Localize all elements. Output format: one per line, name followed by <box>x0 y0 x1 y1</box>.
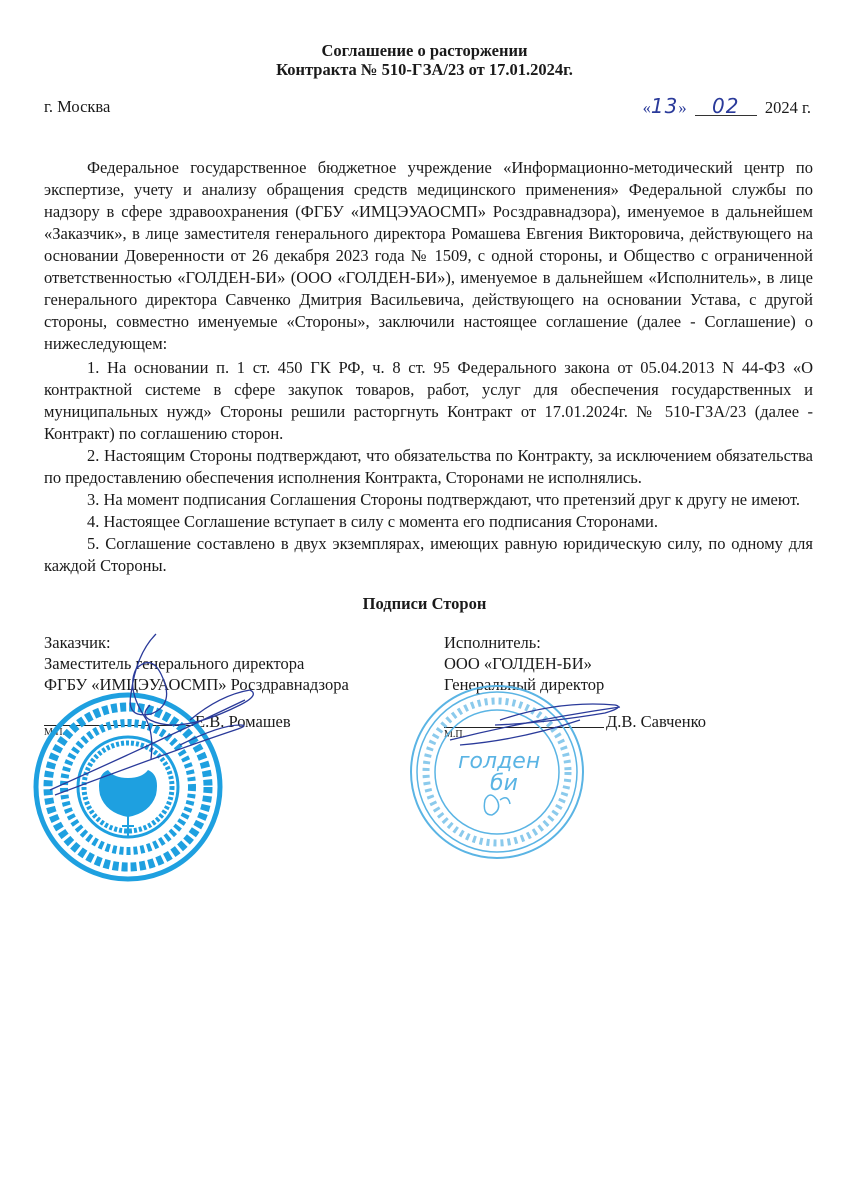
clause-item: 5. Соглашение составлено в двух экземплярах, имеющих равную юридическую силу, по одному для каждой Стороны. <box>44 534 813 575</box>
intro-section <box>44 157 813 355</box>
title-line-1: Соглашение о расторжении <box>321 41 528 60</box>
clause-item: 2. Настоящим Стороны подтверждают, что обязательства по Контракту, за исключением обязательства по предоставлению обеспечения исполнения Контракта, Сторонами не исполнялись. <box>44 446 813 487</box>
contractor-organization: ООО «ГОЛДЕН-БИ» <box>444 654 592 673</box>
date-year: 2024 г. <box>764 98 811 117</box>
customer-seal-mark: М.П. <box>44 727 66 738</box>
customer-organization: ФГБУ «ИМЦЭУАОСМП» Росздравнадзора <box>44 675 349 694</box>
date-day-handwritten: 13 <box>650 94 679 118</box>
customer-role: Заказчик: <box>44 633 111 652</box>
clause-item: 4. Настоящее Соглашение вступает в силу с момента его подписания Сторонами. <box>87 512 658 531</box>
contractor-position: Генеральный директор <box>444 675 605 694</box>
title-line-2: Контракта № 510-ГЗА/23 от 17.01.2024г. <box>276 60 573 79</box>
customer-signatory: Е.В. Ромашев <box>195 712 291 731</box>
contractor-signature <box>450 704 620 745</box>
contractor-stamp-logo-line1: голден <box>458 749 541 774</box>
contractor-seal-mark: М.П. <box>444 729 466 740</box>
date-close-quote: » <box>678 98 687 117</box>
coat-of-arms-icon <box>99 770 157 817</box>
city-label: г. Москва <box>44 97 111 116</box>
customer-block <box>44 632 349 695</box>
customer-signature-line <box>44 725 194 726</box>
clause-item: 1. На основании п. 1 ст. 450 ГК РФ, ч. 8 ст. 95 Федерального закона от 05.04.2013 N 44-ФЗ «О контрактной системе в сфере закупок товаров, работ, услуг для обеспечения государственных и муниципальных нужд» Стороны решили расторгнуть Контракт от 17.01.2024г. № 510-ГЗА/23 (далее - Контракт) по соглашению сторон. <box>44 358 813 443</box>
clause-item: 3. На момент подписания Соглашения Стороны подтверждают, что претензий друг к другу не имеют. <box>87 490 801 509</box>
intro-paragraph: Федеральное государственное бюджетное учреждение «Информационно-методический центр по экспертизе, учету и анализу обращения средств медицинского применения» Федеральной службы по надзору в сфере здравоохранения (ФГБУ «ИМЦЭУАОСМП» Росздравнадзора), именуемое в дальнейшем «Заказчик», в лице заместителя генерального директора Ромашева Евгения Викторовича, действующего на основании Доверенности от 26 декабря 2023 года № 1509, с одной стороны, и Общество с ограниченной ответственностью «ГОЛДЕН-БИ» (ООО «ГОЛДЕН-БИ»), именуемое в дальнейшем «Исполнитель», в лице генерального директора Савченко Дмитрия Васильевича, действующего на основании Устава, с другой стороны, совместно именуемые «Стороны», заключили настоящее соглашение (далее - Соглашение) о нижеследующем: <box>44 158 813 353</box>
contractor-role: Исполнитель: <box>444 633 541 652</box>
signatures-heading: Подписи Сторон <box>362 594 487 613</box>
date-month-handwritten: 02 <box>695 97 757 116</box>
contractor-stamp <box>411 686 583 858</box>
contractor-stamp-logo-line2: би <box>490 771 518 796</box>
contractor-signature-line <box>444 727 604 728</box>
customer-position: Заместитель генерального директора <box>44 654 305 673</box>
clauses-list <box>44 357 813 577</box>
document-title <box>0 41 849 79</box>
customer-stamp <box>36 695 220 879</box>
contractor-signatory: Д.В. Савченко <box>606 712 707 731</box>
document-date <box>643 94 811 118</box>
contractor-block <box>444 632 604 695</box>
bee-logo-icon <box>484 795 510 815</box>
date-open-quote: « <box>642 98 651 117</box>
